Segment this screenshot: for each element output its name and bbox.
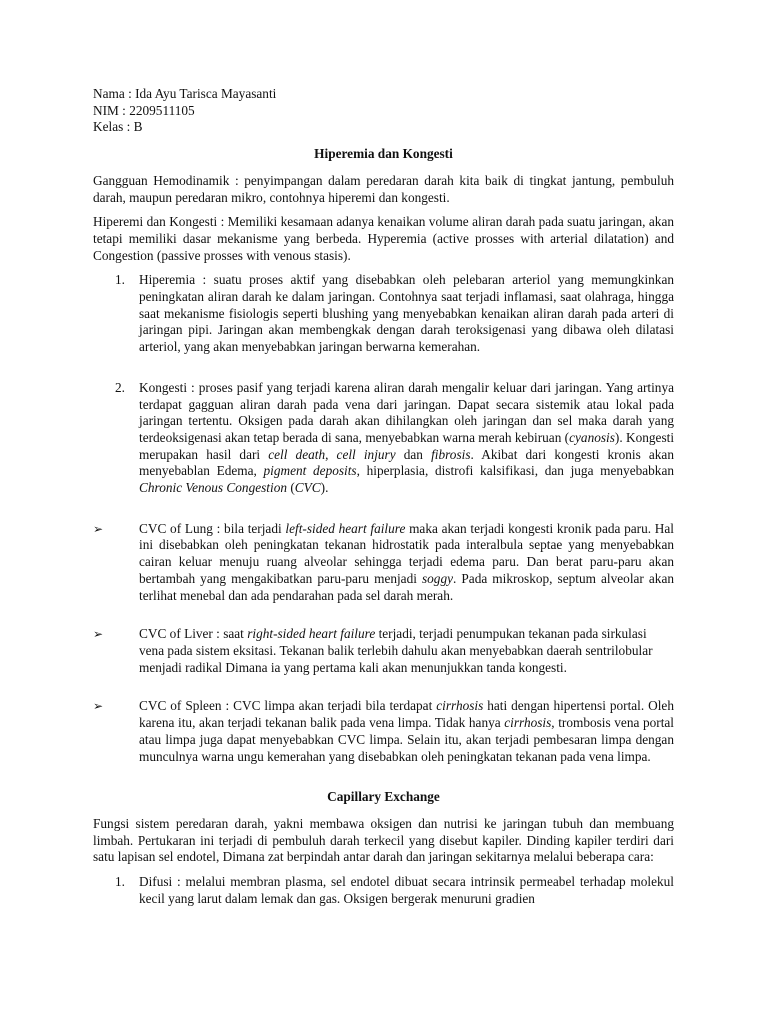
text-run: , [325,446,337,462]
list-item [93,380,674,497]
student-class: Kelas : B [93,119,143,135]
paragraph-hiperemi-kongesti: Hiperemi dan Kongesti : Memiliki kesamaan adanya kenaikan volume aliran darah pada suatu jaringan, akan tetapi memiliki dasar mekanisme yang berbeda. Hyperemia (active prosses with arterial dilatation) and Congestion (passive prosses with venous stasis). [93,214,674,263]
italic-term: cell death [268,446,326,462]
text-run: , hiperplasia, distrofi kalsifikasi, dan juga menyebabkan [356,463,674,479]
italic-term: right-sided heart failure [247,626,376,642]
italic-term: cirrhosis [436,698,484,714]
text-run: . Pada mikroskop, septum alveolar akan terlihat menebal dan ada pendarahan pada sel darah merah. [139,570,674,603]
arrow-bullet-icon: ➢ [93,699,104,714]
bullet-list-cvc [93,521,674,765]
list-item-text: Difusi : melalui membran plasma, sel endotel dibuat secara intrinsik permeabel terhadap molekul kecil yang larut dalam lemak dan gas. Oksigen bergerak menuruni gradien [139,874,674,906]
italic-term: soggy [421,570,454,586]
italic-term: pigment deposits [263,463,357,479]
italic-term: fibrosis [431,446,471,462]
text-run: ). Kongesti merupakan hasil dari [139,429,675,462]
list-number: 1. [115,272,125,288]
italic-term: left-sided heart failure [285,520,406,536]
text-run: ( [287,480,295,496]
text-run: CVC of Spleen : CVC limpa akan terjadi bila terdapat [139,698,437,714]
document-page [93,86,674,907]
student-nim: NIM : 2209511105 [93,102,195,118]
text-run: maka akan terjadi kongesti kronik pada paru. Hal ini disebabkan oleh peningkatan tekanan hidrostatik pada interalbula septae yang menyebabkan cairan keluar menuju ruang alveolar sehingga terjadi edema paru. Dan berat paru-paru akan bertambah yang mengakibatkan paru-paru menjadi [139,520,674,586]
paragraph-capillary-exchange: Fungsi sistem peredaran darah, yakni membawa oksigen dan nutrisi ke jaringan tubuh dan membuang limbah. Pertukaran ini terjadi di pembuluh darah terkecil yang disebut kapiler. Dinding kapiler terdiri dari satu lapisan sel endotel, Dimana zat berpindah antar darah dan jaringan sekitarnya melalui beberapa cara: [93,815,674,865]
arrow-bullet-icon: ➢ [93,627,104,642]
text-run: terjadi, terjadi penumpukan tekanan pada sirkulasi vena pada sistem eksitasi. Tekanan balik terlebih dahulu akan menyebabkan daerah sentrilobular menjadi radikal Dimana ia yang pertama kali akan menunjukkan tanda kongesti. [139,626,653,675]
list-number: 2. [115,379,125,395]
text-run: , trombosis vena portal atau limpa juga dapat menyebabkan CVC limpa. Selain itu, akan terjadi pembesaran limpa dengan munculnya warna ungu kemerahan yang disebabkan oleh peningkatan tekanan pada vena limpa. [139,715,674,764]
italic-term: Chronic Venous Congestion [139,480,287,496]
italic-term: cell injury [336,446,396,462]
section-title-hiperemia: Hiperemia dan Kongesti [314,146,453,162]
text-run: ). [320,480,329,496]
section-title-capillary-exchange: Capillary Exchange [327,789,440,805]
list-item-text [139,380,674,495]
paragraph-hemodinamik: Gangguan Hemodinamik : penyimpangan dalam peredaran darah kita baik di tingkat jantung, pembuluh darah, maupun peredaran mikro, contohnya hiperemi dan kongesti. [93,172,674,205]
text-run: . Akibat dari kongesti kronis akan menyebablan Edema, [139,446,674,479]
list-item-text [139,698,674,763]
italic-term: cirrhosis [504,715,552,731]
list-item-text [139,521,674,603]
list-item-cvc-liver [93,626,674,676]
numbered-list-definitions [93,272,674,496]
text-run: Kongesti : proses pasif yang terjadi karena aliran darah mengalir keluar dari jaringan. Yang artinya terdapat gagguan aliran darah pada vena dari jaringan. Dapat secara sistemik atau lokal pada jaringan tertentu. Oksigen pada darah akan dihilangkan oleh jaringan dan sel maka darah yang terdeoksigenasi akan tetap berada di sana, menyebabkan warna merah kebiruan ( [139,379,674,445]
list-number: 1. [115,874,125,890]
list-item-text: Hiperemia : suatu proses aktif yang disebabkan oleh pelebaran arteriol yang memungkinkan peningkatan aliran darah ke dalam jaringan. Contohnya saat terjadi inflamasi, saat olahraga, hingga saat mekanisme fisiologis seperti blushing yang menyebabkan kenaikan aliran darah pada arteri di jaringan pipi. Jaringan akan membengkak dengan darah teroksigenasi yang dibawa oleh dilatasi arteriol, yang akan menyebabkan jaringan berwarna kemerahan. [139,272,674,355]
italic-term: CVC [294,480,321,496]
list-item-text [139,626,674,676]
text-run: CVC of Liver : saat [139,626,248,642]
list-item [93,272,674,356]
text-run: hati dengan hipertensi portal. Oleh karena itu, akan terjadi tekanan balik pada vena limpa. Tidak hanya [139,698,674,731]
list-item-cvc-lung [93,521,674,605]
text-run: CVC of Lung : bila terjadi [139,520,286,536]
arrow-bullet-icon: ➢ [93,521,104,536]
italic-term: cyanosis [569,429,615,445]
numbered-list-exchange [93,874,674,907]
text-run: dan [395,446,432,462]
list-item [93,874,674,907]
list-item-cvc-spleen [93,698,674,765]
student-name: Nama : Ida Ayu Tarisca Mayasanti [93,86,277,101]
